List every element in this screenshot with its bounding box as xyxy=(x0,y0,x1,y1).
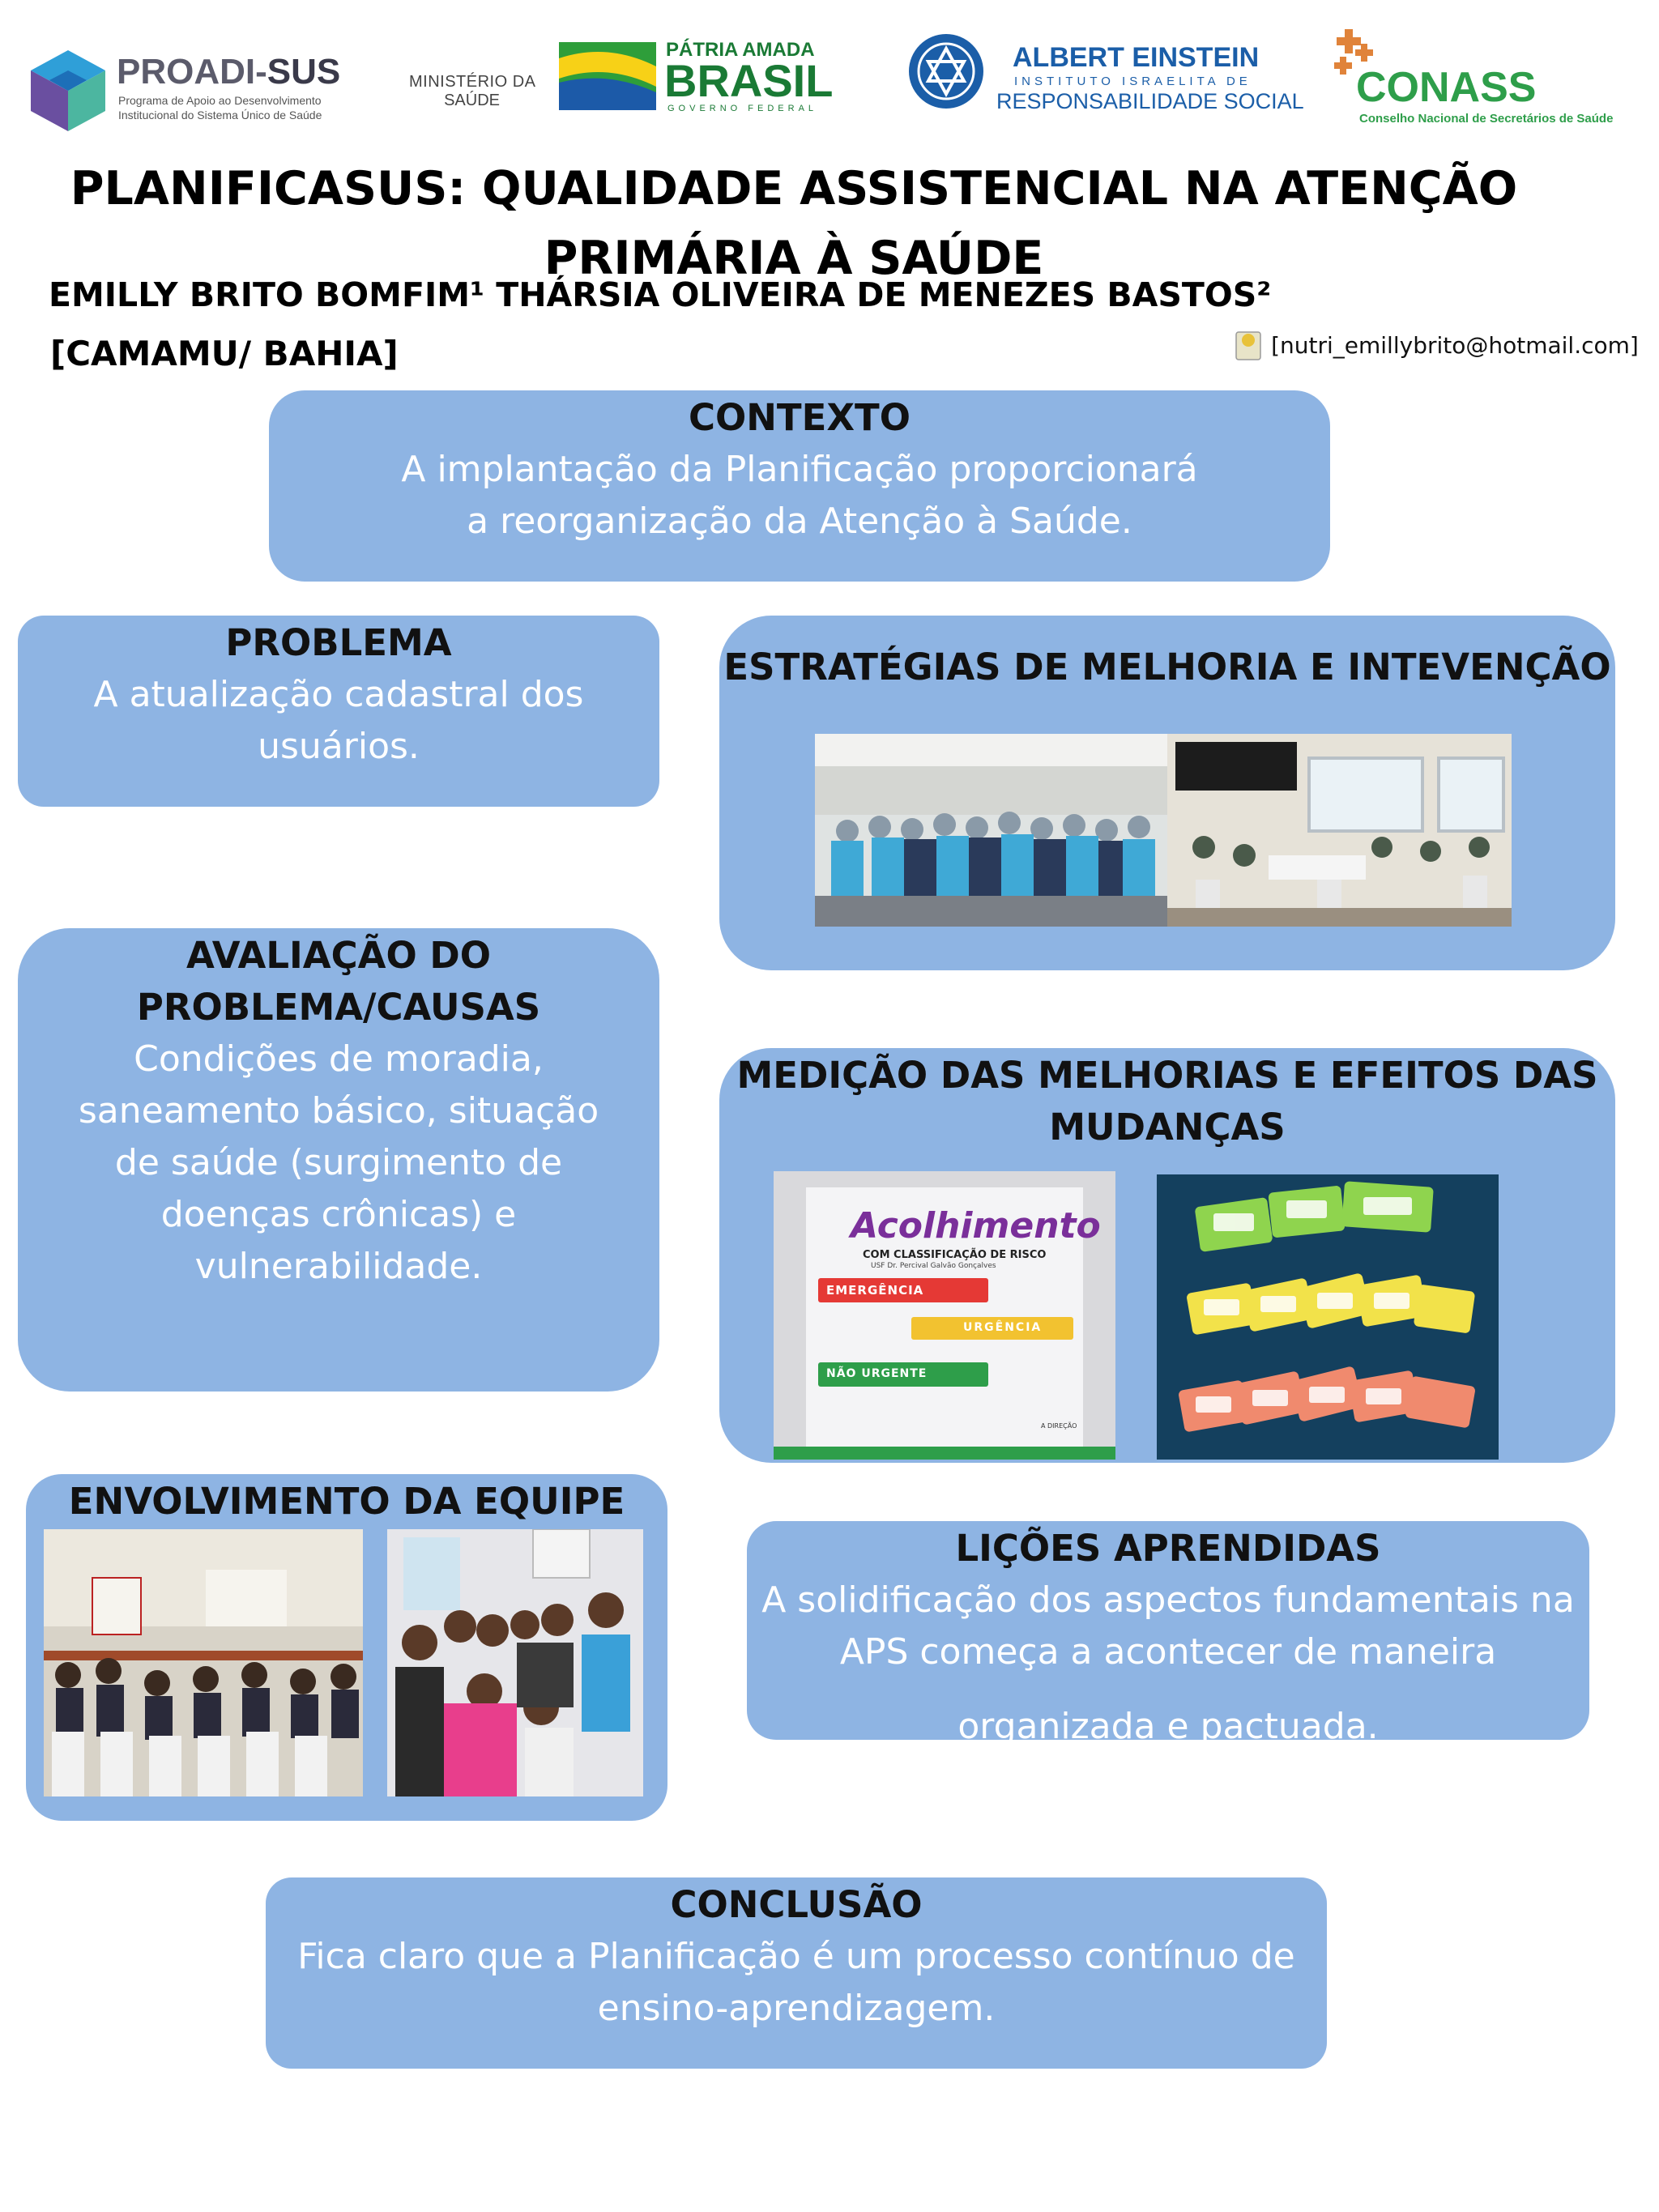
title-line1: PLANIFICASUS: QUALIDADE ASSISTENCIAL NA ATENÇÃO xyxy=(70,162,1518,215)
location: [CAMAMU/ BAHIA] xyxy=(50,334,399,373)
ministerio-line2: SAÚDE xyxy=(444,92,500,109)
medicao-title-line2: MUDANÇAS xyxy=(1049,1106,1286,1149)
avaliacao-title-line1: AVALIAÇÃO DO xyxy=(186,934,491,977)
einstein-line2: INSTITUTO ISRAELITA DE xyxy=(1014,75,1252,88)
banner-emergencia xyxy=(818,1278,988,1302)
logo-bar xyxy=(0,0,1659,146)
contexto-box xyxy=(269,390,1330,582)
licoes-text-line3: organizada e pactuada. xyxy=(957,1706,1379,1747)
authors: EMILLY BRITO BOMFIM¹ THÁRSIA OLIVEIRA DE MENEZES BASTOS² xyxy=(49,275,1272,314)
avaliacao-title-line2: PROBLEMA/CAUSAS xyxy=(136,986,541,1029)
licoes-title: LIÇÕES APRENDIDAS xyxy=(955,1527,1381,1570)
problema-title: PROBLEMA xyxy=(225,621,452,664)
ministerio-logo xyxy=(409,73,536,118)
conass-sub: Conselho Nacional de Secretários de Saúde xyxy=(1359,112,1614,126)
proadi-cube-icon xyxy=(31,50,105,131)
contexto-text: A implantação da Planificação proporcionará a reorganização da Atenção à Saúde. xyxy=(401,449,1198,542)
conass-name: CONASS xyxy=(1356,64,1537,111)
banner-footer: A DIREÇÃO xyxy=(1041,1422,1077,1430)
title-line2: PRIMÁRIA À SAÚDE xyxy=(544,232,1044,285)
email-link[interactable]: [nutri_emillybrito@hotmail.com] xyxy=(1271,331,1639,359)
licoes-text-line2: APS começa a acontecer de maneira xyxy=(839,1631,1497,1673)
email-row xyxy=(1235,327,1639,363)
conclusao-box xyxy=(266,1877,1327,2069)
problema-box xyxy=(18,616,659,807)
problema-text: A atualização cadastral dos usuários. xyxy=(93,674,584,767)
team-meeting-photo xyxy=(44,1529,363,1796)
proadi-sub1: Programa de Apoio ao Desenvolvimento xyxy=(118,94,322,107)
conclusao-title: CONCLUSÃO xyxy=(670,1883,923,1926)
brasil-line1: PÁTRIA AMADA xyxy=(666,39,815,61)
avaliacao-box xyxy=(18,928,659,1392)
envolvimento-title: ENVOLVIMENTO DA EQUIPE xyxy=(68,1480,625,1523)
cards-game-photo xyxy=(1157,1174,1499,1460)
conclusao-text-line2: ensino-aprendizagem. xyxy=(597,1988,996,2029)
acolhimento-banner-photo xyxy=(774,1171,1115,1460)
proadi-sub2: Institucional do Sistema Único de Saúde xyxy=(118,109,322,121)
medicao-title-line1: MEDIÇÃO DAS MELHORIAS E EFEITOS DAS xyxy=(736,1054,1598,1097)
banner-urgencia-label: URGÊNCIA xyxy=(963,1321,1043,1334)
banner-emergencia-label: EMERGÊNCIA xyxy=(826,1283,924,1298)
proadi-sus-logo xyxy=(31,47,371,136)
licoes-box xyxy=(747,1521,1589,1747)
contexto-title: CONTEXTO xyxy=(688,396,911,439)
banner-urgencia xyxy=(911,1317,1073,1340)
poster-title xyxy=(49,154,1539,293)
licoes-text-line1: A solidificação dos aspectos fundamentais na xyxy=(761,1579,1575,1621)
brasil-logo xyxy=(559,37,834,118)
einstein-line1: ALBERT EINSTEIN xyxy=(1013,42,1260,73)
ministerio-line1: MINISTÉRIO DA xyxy=(409,73,536,91)
conclusao-text-line1: Fica claro que a Planificação é um processo contínuo de xyxy=(297,1936,1295,1977)
brasil-line3: GOVERNO FEDERAL xyxy=(667,104,818,113)
brasil-flag-icon xyxy=(559,42,656,110)
team-group-photo xyxy=(387,1529,643,1796)
envelope-icon xyxy=(1235,327,1262,363)
proadi-name-bold: SUS xyxy=(267,52,341,92)
banner-title: Acolhimento xyxy=(851,1205,1101,1247)
estrategias-photo xyxy=(815,734,1512,927)
estrategias-title: ESTRATÉGIAS DE MELHORIA E INTEVENÇÃO xyxy=(723,646,1611,688)
banner-unit: USF Dr. Percival Galvão Gonçalves xyxy=(871,1262,996,1270)
banner-nao-urgente xyxy=(818,1362,988,1387)
conass-logo xyxy=(1328,29,1620,126)
proadi-name: PROADI- xyxy=(117,52,267,92)
einstein-line3: RESPONSABILIDADE SOCIAL xyxy=(996,89,1304,113)
avaliacao-text: Condições de moradia, saneamento básico, situação de saúde (surgimento de doenças crônicas) e vulnerabilidade. xyxy=(78,1038,599,1287)
einstein-logo xyxy=(907,31,1304,120)
einstein-star-icon xyxy=(907,32,985,110)
banner-nao-urgente-label: NÃO URGENTE xyxy=(826,1367,928,1380)
brasil-line2: BRASIL xyxy=(664,55,834,106)
banner-subtitle: COM CLASSIFICAÇÃO DE RISCO xyxy=(863,1249,1047,1261)
